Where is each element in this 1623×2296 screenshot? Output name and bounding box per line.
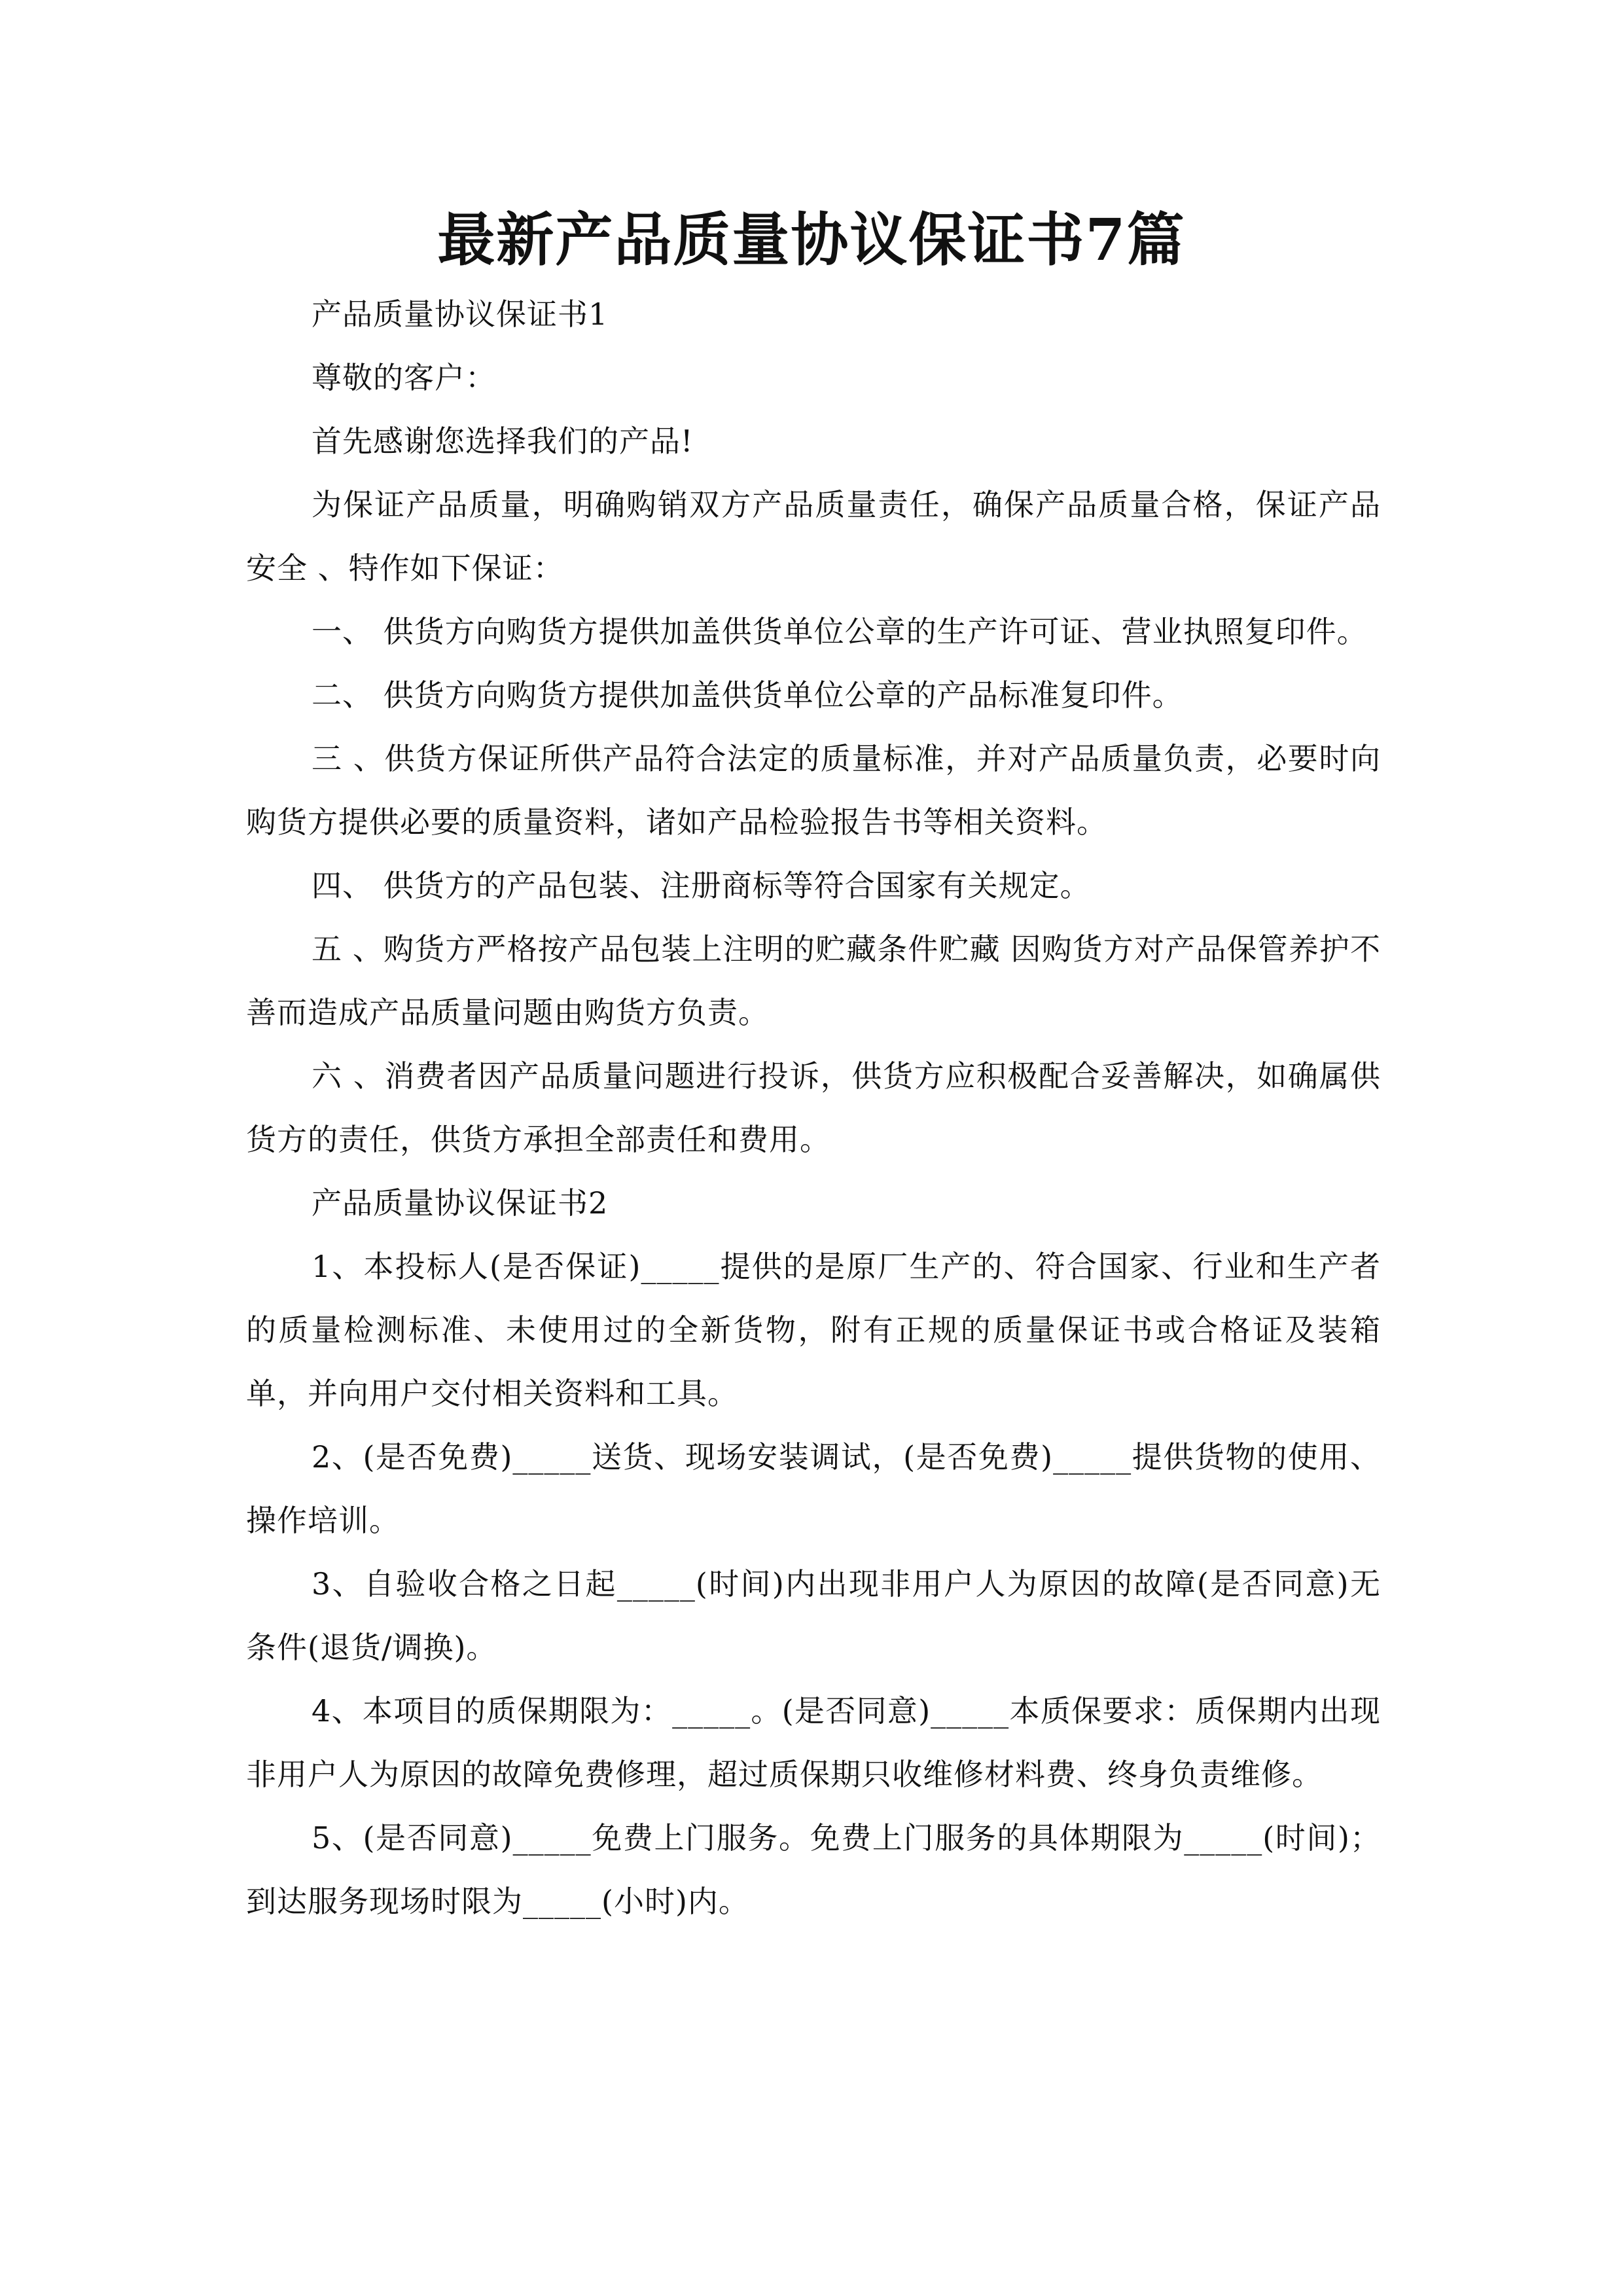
clause-item: 二、 供货方向购货方提供加盖供货单位公章的产品标准复印件。	[312, 677, 1183, 713]
document-title: 最新产品质量协议保证书7篇	[437, 206, 1186, 274]
paragraph: 为保证产品质量，明确购销双方产品质量责任，确保产品质量合格，保证产品安全 、特作如下保证：	[246, 487, 1381, 586]
clause-item: 3、自验收合格之日起_____(时间)内出现非用户人为原因的故障(是否同意)无条件(退货/调换)。	[246, 1566, 1381, 1665]
clause-item: 4、本项目的质保期限为：_____。(是否同意)_____本质保要求：质保期内出现非用户人为原因的故障免费修理，超过质保期只收维修材料费、终身负责维修。	[246, 1693, 1381, 1792]
section-heading-1: 产品质量协议保证书1	[312, 296, 609, 332]
paragraph: 首先感谢您选择我们的产品!	[312, 423, 694, 459]
clause-item: 五 、购货方严格按产品包装上注明的贮藏条件贮藏 因购货方对产品保管养护不善而造成产品质量问题由购货方负责。	[246, 931, 1381, 1030]
clause-item: 2、(是否免费)_____送货、现场安装调试，(是否免费)_____提供货物的使用、操作培训。	[246, 1439, 1381, 1538]
clause-item: 5、(是否同意)_____免费上门服务。免费上门服务的具体期限为_____(时间)；到达服务现场时限为_____(小时)内。	[246, 1820, 1381, 1919]
clause-item: 三 、供货方保证所供产品符合法定的质量标准，并对产品质量负责，必要时向购货方提供必要的质量资料，诸如产品检验报告书等相关资料。	[246, 741, 1381, 840]
salutation: 尊敬的客户：	[312, 360, 496, 395]
clause-item: 一、 供货方向购货方提供加盖供货单位公章的生产许可证、营业执照复印件。	[312, 614, 1368, 649]
clause-item: 1、本投标人(是否保证)_____提供的是原厂生产的、符合国家、行业和生产者的质量检测标准、未使用过的全新货物，附有正规的质量保证书或合格证及装箱单，并向用户交付相关资料和工具。	[246, 1249, 1381, 1411]
section-heading-2: 产品质量协议保证书2	[312, 1185, 609, 1221]
clause-item: 四、 供货方的产品包装、注册商标等符合国家有关规定。	[312, 868, 1091, 903]
clause-item: 六 、消费者因产品质量问题进行投诉，供货方应积极配合妥善解决，如确属供货方的责任，供货方承担全部责任和费用。	[246, 1058, 1381, 1157]
document-body	[246, 283, 1381, 1933]
